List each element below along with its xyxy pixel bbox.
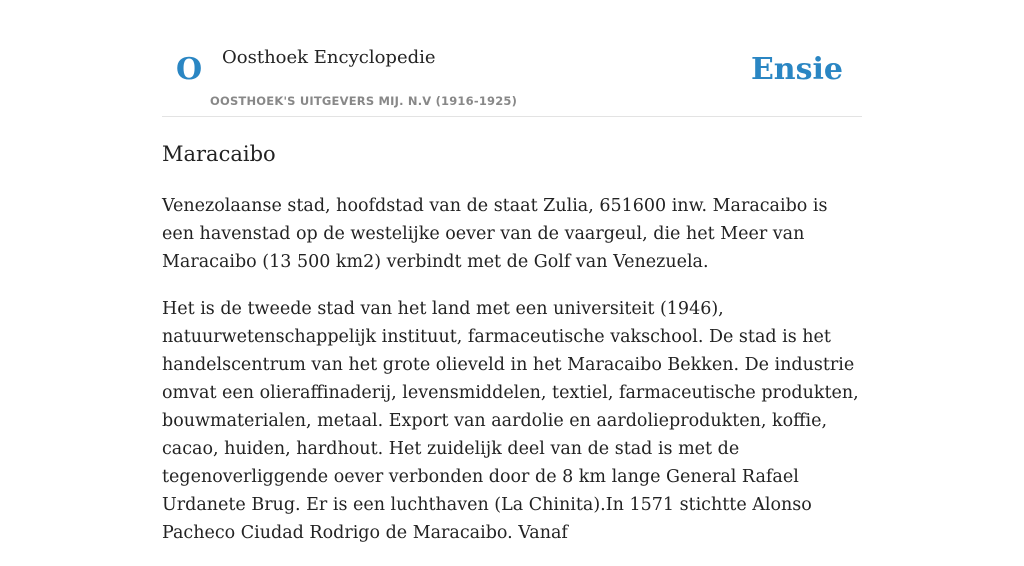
- article-paragraph: Het is de tweede stad van het land met een universiteit (1946), natuurwetenschappelijk instituut, farmaceutische vakschool. De stad is het handelscentrum van het grote olieveld in het Maracaibo Bekken. De industrie omvat een olieraffinaderij, levensmiddelen, textiel, farmaceutische produkten, bouwmaterialen, metaal. Export van aardolie en aardolieprodukten, koffie, cacao, huiden, hardhout. Het zuidelijk deel van de stad is met de tegenoverliggende oever verbonden door de 8 km lange General Rafael Urdanete Brug. Er is een luchthaven (La Chinita).In 1571 stichtte Alonso Pacheco Ciudad Rodrigo de Maracaibo. Vanaf: [162, 299, 859, 543]
- site-logo[interactable]: O: [176, 52, 203, 87]
- article-paragraph: Venezolaanse stad, hoofdstad van de staat Zulia, 651600 inw. Maracaibo is een havenstad op de westelijke oever van de vaargeul, die het Meer van Maracaibo (13 500 km2) verbindt met de Golf van Venezuela.: [162, 196, 828, 272]
- brand-logo-link[interactable]: Ensie: [750, 52, 843, 87]
- site-title-link[interactable]: Oosthoek Encyclopedie: [222, 47, 436, 68]
- article-body: [162, 192, 862, 566]
- article-title: Maracaibo: [162, 142, 276, 166]
- publisher-subtitle: OOSTHOEK'S UITGEVERS MIJ. N.V (1916-1925): [210, 94, 518, 108]
- site-header: [162, 0, 862, 117]
